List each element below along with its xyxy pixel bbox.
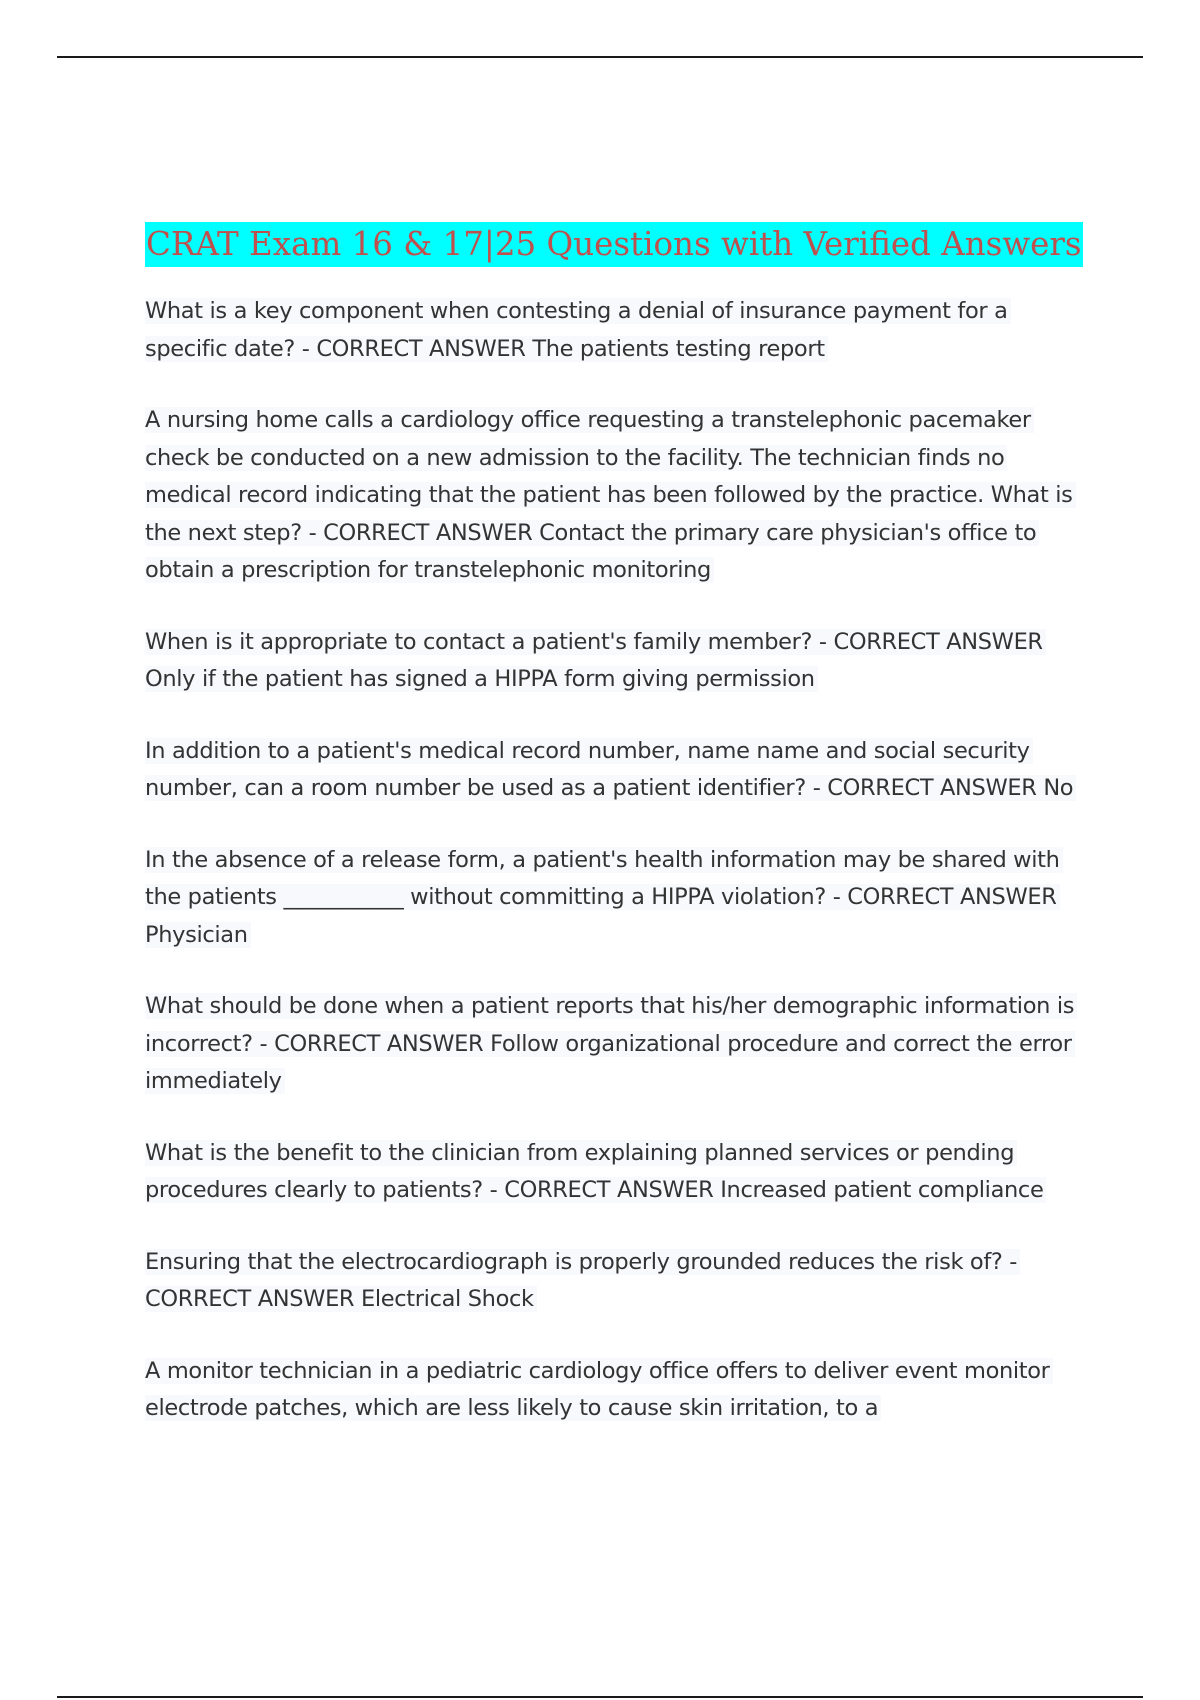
qa-text: What is a key component when contesting a denial of insurance payment for a specific date? - CORRECT ANSWER The patients testing report xyxy=(145,298,1011,362)
qa-text: In the absence of a release form, a patient's health information may be shared with the patients ___________ without committing a HIPPA violation? - CORRECT ANSWER Physician xyxy=(145,847,1063,948)
qa-text: In addition to a patient's medical record number, name name and social security number, can a room number be used as a patient identifier? - CORRECT ANSWER No xyxy=(145,738,1076,802)
qa-text: A monitor technician in a pediatric cardiology office offers to deliver event monitor electrode patches, which are less likely to cause skin irritation, to a xyxy=(145,1358,1053,1422)
qa-text: What should be done when a patient reports that his/her demographic information is incorrect? - CORRECT ANSWER Follow organizational procedure and correct the error immediately xyxy=(145,993,1077,1094)
qa-text: A nursing home calls a cardiology office requesting a transtelephonic pacemaker check be conducted on a new admission to the facility. The technician finds no medical record indicating that the patient has been followed by the practice. What is the next step? - CORRECT ANSWER Contact the primary care physician's office to obtain a prescription for transtelephonic monitoring xyxy=(145,407,1076,583)
qa-item xyxy=(145,989,1085,1102)
qa-item xyxy=(145,403,1085,591)
title-wrapper xyxy=(145,222,1085,294)
qa-text: When is it appropriate to contact a patient's family member? - CORRECT ANSWER Only if the patient has signed a HIPPA form giving permission xyxy=(145,629,1046,693)
document-title: CRAT Exam 16 & 17|25 Questions with Verified Answers xyxy=(145,222,1083,267)
qa-item xyxy=(145,1136,1085,1211)
qa-item xyxy=(145,1245,1085,1320)
document-body xyxy=(145,222,1085,1463)
qa-item xyxy=(145,294,1085,369)
qa-text: What is the benefit to the clinician from explaining planned services or pending procedures clearly to patients? - CORRECT ANSWER Increased patient compliance xyxy=(145,1140,1046,1204)
qa-item xyxy=(145,843,1085,956)
qa-item xyxy=(145,1354,1085,1429)
qa-item xyxy=(145,734,1085,809)
qa-item xyxy=(145,625,1085,700)
top-rule xyxy=(57,56,1143,58)
qa-text: Ensuring that the electrocardiograph is properly grounded reduces the risk of? - CORRECT ANSWER Electrical Shock xyxy=(145,1249,1020,1313)
bottom-rule xyxy=(57,1696,1143,1698)
